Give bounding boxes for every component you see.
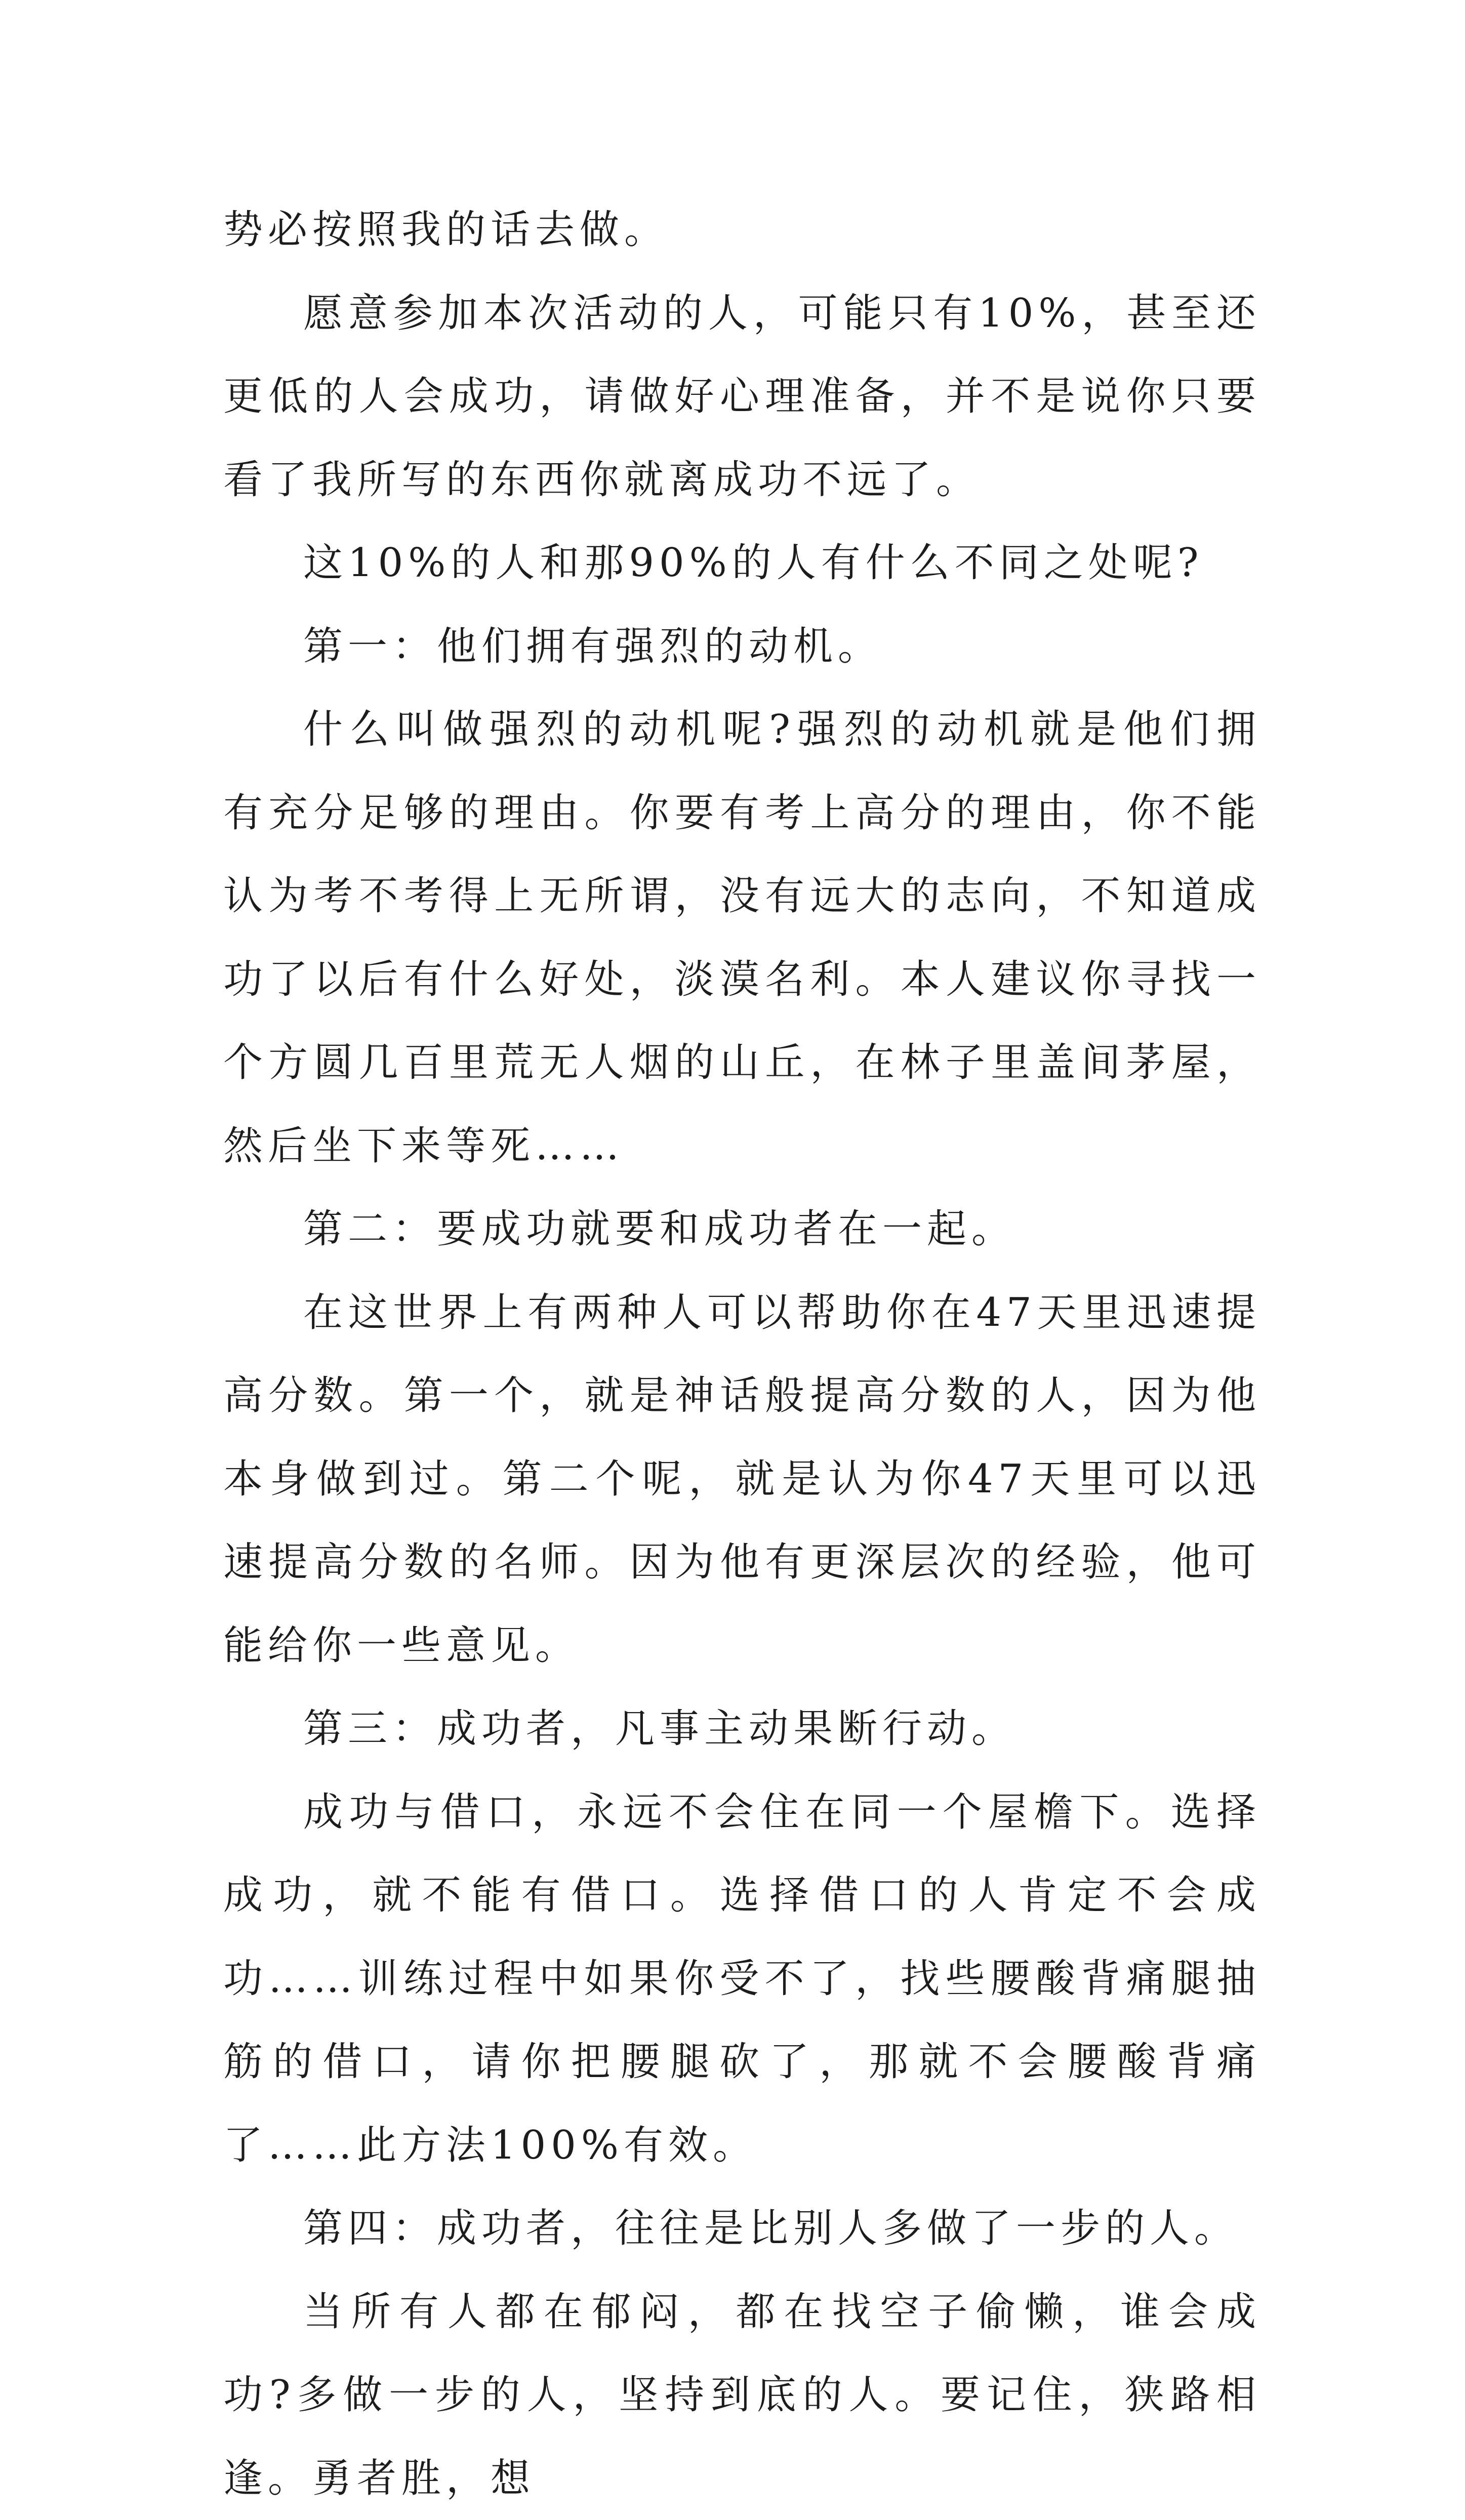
paragraph: 当所有人都在郁闷，都在找空子偷懒，谁会成功?多做一步的人，坚持到底的人。要记住，狭路相逢。勇者胜，想 [223,2270,1261,2520]
paragraph: 愿意参加本次活动的人，可能只有10%，甚至还更低的人会成功，请做好心理准备，并不是说你只要看了我所写的东西你就离成功不远了。 [223,272,1261,522]
paragraph: 什么叫做强烈的动机呢?强烈的动机就是他们拥有充分足够的理由。你要有考上高分的理由，你不能认为考不考得上无所谓，没有远大的志向，不知道成功了以后有什么好处，淡漠名利。本人建议你寻找一个方圆几百里荒无人烟的山丘，在林子里盖间茅屋，然后坐下来等死…… [223,688,1261,1188]
document-body [223,188,1261,2520]
paragraph: 成功与借口，永远不会住在同一个屋檐下。选择成功，就不能有借口。选择借口的人肯定不会成功……训练过程中如果你受不了，找些腰酸背痛腿抽筋的借口，请你把腰腿砍了，那就不会腰酸背痛了……此方法100%有效。 [223,1771,1261,2187]
paragraph: 这10%的人和那90%的人有什么不同之处呢? [223,521,1261,605]
paragraph: 在这世界上有两种人可以帮助你在47天里迅速提高分数。第一个，就是神话般提高分数的人，因为他本身做到过。第二个呢，就是认为你47天里可以迅速提高分数的名师。因为他有更深层次的经验，他可能给你一些意见。 [223,1271,1261,1688]
section-heading: 第四：成功者，往往是比别人多做了一步的人。 [223,2187,1261,2270]
section-heading: 第三：成功者，凡事主动果断行动。 [223,1687,1261,1771]
section-heading: 第二：要成功就要和成功者在一起。 [223,1188,1261,1271]
section-heading: 第一：他们拥有强烈的动机。 [223,605,1261,688]
paragraph: 势必按照我的话去做。 [223,188,1261,272]
